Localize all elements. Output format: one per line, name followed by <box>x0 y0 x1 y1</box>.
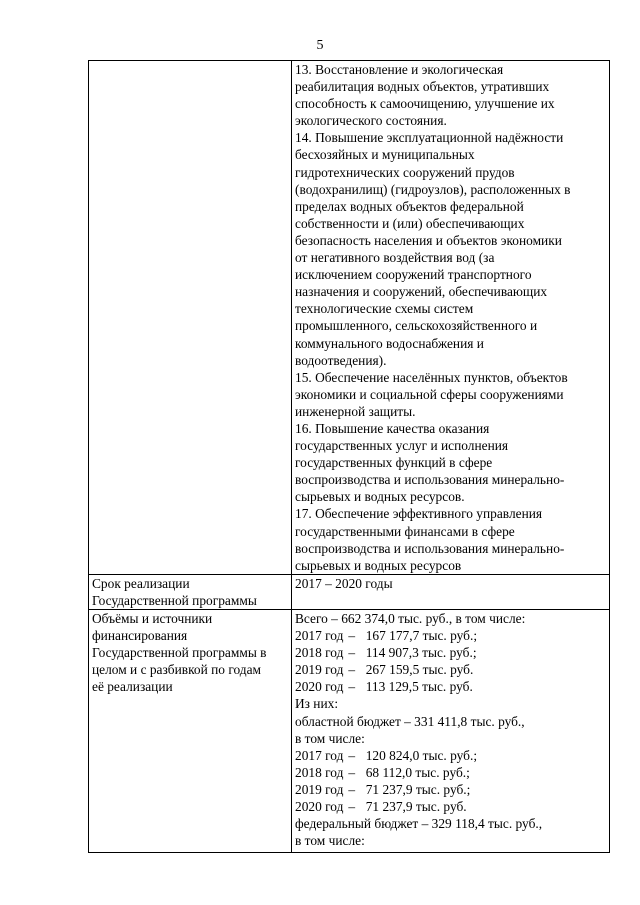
goal-text-line: бесхозяйных и муниципальных <box>295 147 475 163</box>
year-amount: 114 907,3 тыс. руб.; <box>365 645 477 661</box>
goal-text-line: государственными финансами в сфере <box>295 523 515 539</box>
year-dash: – <box>348 662 356 678</box>
year-amount: 267 159,5 тыс. руб. <box>365 662 474 678</box>
year-amount: 71 237,9 тыс. руб.; <box>365 781 471 797</box>
year-label: 2019 год <box>295 662 344 678</box>
year-amount-line <box>295 661 607 678</box>
goal-text-line: собственности и (или) обеспечивающих <box>295 215 525 231</box>
goal-text-line: сырьевых и водных ресурсов <box>295 557 462 573</box>
page-number: 5 <box>316 38 324 53</box>
year-label: 2020 год <box>295 679 344 695</box>
row-label-line: Срок реализации <box>92 575 190 591</box>
funding-total: Всего – 662 374,0 тыс. руб., в том числе: <box>295 611 526 626</box>
year-dash: – <box>348 645 356 661</box>
goal-text-line: инженерной защиты. <box>295 403 416 419</box>
goal-text-line: экономики и социальной сферы сооружениями <box>295 386 564 402</box>
year-amount-line <box>295 678 607 695</box>
goal-text-line: 16. Повышение качества оказания <box>295 420 490 436</box>
year-amount-line <box>295 644 607 661</box>
goal-text-line: технологические схемы систем <box>295 301 474 317</box>
regional-years-list <box>295 747 607 815</box>
term-value-line: 2017 – 2020 годы <box>295 575 393 591</box>
year-amount-line <box>295 781 607 798</box>
goal-text-line: государственных функций в сфере <box>295 455 493 471</box>
goal-text-line: коммунального водоснабжения и <box>295 335 484 351</box>
program-passport-table <box>88 60 610 853</box>
goal-text-line: промышленного, сельскохозяйственного и <box>295 318 538 334</box>
year-label: 2017 год <box>295 628 344 644</box>
goal-text-line: экологического состояния. <box>295 113 447 129</box>
goal-text-line: назначения и сооружений, обеспечивающих <box>295 284 548 300</box>
goal-text-line: водоотведения). <box>295 352 387 368</box>
year-amount-line <box>295 627 607 644</box>
regional-budget-incl: в том числе: <box>295 730 365 746</box>
goal-text-line: 14. Повышение эксплуатационной надёжности <box>295 130 564 146</box>
row-label-line: Объёмы и источники <box>92 611 213 626</box>
row-label-line: Государственной программы в <box>92 645 267 661</box>
year-dash: – <box>348 764 356 780</box>
goal-text-line: 15. Обеспечение населённых пунктов, объектов <box>295 369 568 385</box>
goal-text-line: безопасность населения и объектов экономики <box>295 232 562 248</box>
goal-text-line: способность к самоочищению, улучшение их <box>295 96 555 112</box>
total-years-list <box>295 627 607 695</box>
year-label: 2017 год <box>295 747 344 763</box>
table-row <box>89 574 610 609</box>
regional-budget-total: областной бюджет – 331 411,8 тыс. руб., <box>295 713 525 729</box>
goal-text-line: (водохранилищ) (гидроузлов), расположенных в <box>295 181 571 197</box>
goal-text-line: гидротехнических сооружений прудов <box>295 164 515 180</box>
year-dash: – <box>348 679 356 695</box>
federal-budget-total: федеральный бюджет – 329 118,4 тыс. руб., <box>295 816 543 832</box>
goal-text-line: от негативного воздействия вод (за <box>295 250 495 266</box>
row-label-cell <box>89 610 292 853</box>
year-dash: – <box>348 799 356 815</box>
year-label: 2018 год <box>295 645 344 661</box>
year-label: 2019 год <box>295 781 344 797</box>
row-value-cell <box>292 574 610 609</box>
year-amount: 167 177,7 тыс. руб.; <box>365 628 478 644</box>
year-amount: 113 129,5 тыс. руб. <box>365 679 473 695</box>
table-row <box>89 61 610 575</box>
row-label-line: Государственной программы <box>92 592 257 608</box>
goal-text-line: воспроизводства и использования минерально- <box>295 472 565 488</box>
row-value-cell <box>292 61 610 575</box>
row-label-cell <box>89 61 292 575</box>
year-amount: 120 824,0 тыс. руб.; <box>365 747 478 763</box>
year-dash: – <box>348 747 356 763</box>
goal-text-line: государственных услуг и исполнения <box>295 438 509 454</box>
federal-budget-incl: в том числе: <box>295 833 365 849</box>
goal-text-line: 17. Обеспечение эффективного управления <box>295 506 543 522</box>
year-amount-line <box>295 764 607 781</box>
year-amount-line <box>295 798 607 815</box>
year-amount: 71 237,9 тыс. руб. <box>365 799 467 815</box>
goal-text-line: сырьевых и водных ресурсов. <box>295 489 465 505</box>
year-amount: 68 112,0 тыс. руб.; <box>365 764 470 780</box>
year-dash: – <box>348 781 356 797</box>
goal-text-line: воспроизводства и использования минерально- <box>295 540 565 556</box>
year-dash: – <box>348 628 356 644</box>
year-label: 2020 год <box>295 799 344 815</box>
row-label-line: целом и с разбивкой по годам <box>92 662 262 678</box>
goal-text-line: реабилитация водных объектов, утративших <box>295 79 550 95</box>
funding-of-them: Из них: <box>295 696 339 712</box>
year-amount-line <box>295 747 607 764</box>
goal-text-line: исключением сооружений транспортного <box>295 267 532 283</box>
goal-text-line: 13. Восстановление и экологическая <box>295 62 504 77</box>
row-label-line: финансирования <box>92 628 188 644</box>
row-label-line: её реализации <box>92 679 173 695</box>
table-row <box>89 610 610 853</box>
goal-text-line: пределах водных объектов федеральной <box>295 198 524 214</box>
year-label: 2018 год <box>295 764 344 780</box>
row-value-cell <box>292 610 610 853</box>
row-label-cell <box>89 574 292 609</box>
